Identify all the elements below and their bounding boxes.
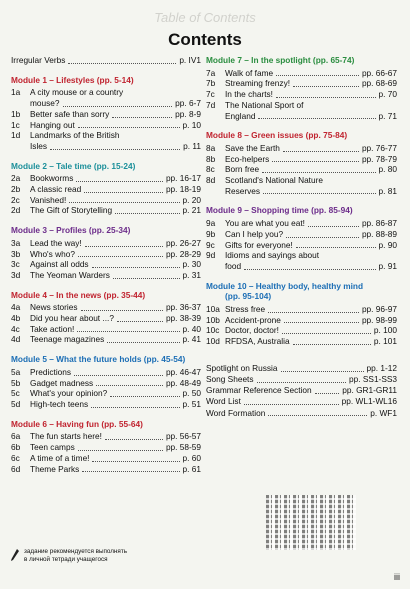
dot-leader: [81, 310, 163, 311]
dot-leader: [78, 450, 163, 451]
dot-leader: [78, 127, 180, 128]
page-ref: p. 50: [182, 388, 201, 399]
page-ref: pp. 48-49: [165, 377, 201, 388]
module-heading-cont: (pp. 95-104): [225, 291, 272, 302]
page-ref: p. 10: [182, 119, 201, 130]
lesson-number: 3d: [11, 269, 21, 280]
page-ref: p. 21: [182, 205, 201, 216]
lesson-number: 5c: [11, 388, 20, 399]
module-heading: Module 5 – What the future holds (pp. 45-54): [11, 354, 186, 365]
lesson-number: 8b: [206, 153, 216, 164]
spacer: [206, 347, 397, 363]
lesson-number: 9c: [206, 239, 215, 250]
lesson-title: Idioms and sayings about: [225, 250, 320, 261]
dot-leader: [63, 106, 173, 107]
module-heading: Module 2 – Tale time (pp. 15-24): [11, 160, 136, 171]
dot-leader: [268, 415, 367, 416]
page-ref: p. IV1: [179, 55, 201, 65]
lesson-title: Landmarks of the British: [30, 130, 120, 141]
page-ref: pp. 56-57: [165, 431, 201, 442]
lesson-title: Streaming frenzy!: [225, 78, 291, 89]
lesson-title: Gadget madness: [30, 377, 94, 388]
lesson-entry: [11, 313, 201, 324]
dot-leader: [262, 172, 375, 173]
lesson-title: Vanished!: [30, 194, 67, 205]
lesson-entry: [11, 334, 201, 345]
module-heading: Module 8 – Green issues (pp. 75-84): [206, 130, 348, 141]
lesson-number: 6d: [11, 463, 21, 474]
lesson-entry: [206, 304, 397, 315]
page-number: iii: [394, 572, 400, 582]
lesson-number: 7c: [206, 89, 215, 100]
lesson-number: 3b: [11, 248, 21, 259]
module-heading: Module 1 – Lifestyles (pp. 5-14): [11, 74, 134, 85]
lesson-title: Better safe than sorry: [30, 108, 110, 119]
qr-overlay: [266, 495, 356, 550]
reference-entry: [206, 374, 397, 385]
page-ref: pp. 16-17: [165, 173, 201, 184]
page-ref: p. 61: [182, 463, 201, 474]
lesson-entry-cont: [206, 261, 397, 272]
dot-leader: [293, 86, 359, 87]
lesson-title-cont: Isles: [30, 140, 48, 151]
page-ref: pp. 28-29: [165, 248, 201, 259]
lesson-title-cont: food: [225, 260, 242, 271]
lesson-entry: [11, 238, 201, 249]
dot-leader: [76, 181, 163, 182]
page-ref: pp. SS1-SS3: [349, 374, 397, 385]
lesson-entry: [11, 388, 201, 399]
lesson-entry: [11, 270, 201, 281]
dot-leader: [105, 439, 163, 440]
lesson-title: Accident-prone: [225, 314, 281, 325]
lesson-entry: [11, 453, 201, 464]
lesson-title-cont: England: [225, 110, 256, 121]
dot-leader: [296, 247, 376, 248]
module-heading: Module 7 – In the spotlight (pp. 65-74): [206, 55, 355, 65]
lesson-number: 7d: [206, 99, 216, 110]
footnote-line: в личной тетради учащегося: [24, 555, 108, 563]
lesson-title: Hanging out: [30, 119, 75, 130]
page-ref: p. 71: [378, 110, 397, 121]
lesson-entry: [206, 240, 397, 251]
reference-entry: [11, 55, 201, 66]
lesson-number: 5a: [11, 366, 21, 377]
lesson-entry: [11, 109, 201, 120]
lesson-entry: [206, 78, 397, 89]
reference-title: Song Sheets: [206, 374, 254, 385]
lesson-title: A classic read: [30, 184, 82, 195]
lesson-entry: [11, 184, 201, 195]
page-title: Contents: [168, 30, 242, 49]
dot-leader: [77, 331, 179, 332]
lesson-entry-cont: [206, 186, 397, 197]
module-heading: Module 6 – Having fun (pp. 55-64): [11, 418, 143, 429]
page-ref: p. 41: [182, 334, 201, 345]
page-ref: pp. 88-89: [361, 228, 397, 239]
lesson-entry: [206, 100, 397, 111]
lesson-number: 3c: [11, 259, 20, 270]
lesson-title: Who's who?: [30, 248, 75, 259]
lesson-number: 1d: [11, 130, 21, 141]
dot-leader: [293, 344, 371, 345]
dot-leader: [110, 396, 179, 397]
dot-leader: [276, 97, 376, 98]
lesson-entry: [11, 205, 201, 216]
lesson-number: 1b: [11, 108, 21, 119]
dot-leader: [91, 407, 179, 408]
dot-leader: [50, 149, 180, 150]
lesson-entry: [11, 173, 201, 184]
page-ref: pp. 6-7: [175, 98, 201, 109]
dot-leader: [286, 237, 359, 238]
lesson-entry: [11, 195, 201, 206]
page-ref: p. 80: [378, 164, 397, 175]
lesson-number: 10c: [206, 325, 220, 336]
lesson-number: 5d: [11, 398, 21, 409]
lesson-title: Stress free: [225, 304, 266, 315]
page-ref: p. 90: [378, 239, 397, 250]
lesson-title: Predictions: [30, 366, 72, 377]
lesson-number: 9a: [206, 218, 216, 229]
dot-leader: [107, 342, 179, 343]
page-ref: pp. 76-77: [361, 142, 397, 153]
lesson-entry: [206, 154, 397, 165]
ghost-title: Table of Contents: [154, 10, 256, 25]
lesson-number: 10b: [206, 314, 220, 325]
lesson-entry: [206, 325, 397, 336]
toc-left-column: [11, 55, 201, 474]
page-ref: p. 70: [378, 89, 397, 100]
lesson-title: Teenage magazines: [30, 334, 105, 345]
page-ref: pp. 68-69: [361, 78, 397, 89]
pencil-icon: [10, 548, 20, 562]
page-ref: pp. 66-67: [361, 67, 397, 78]
dot-leader: [84, 192, 163, 193]
dot-leader: [92, 461, 179, 462]
lesson-number: 6c: [11, 452, 20, 463]
page-ref: pp. 8-9: [175, 108, 201, 119]
reference-title: Irregular Verbs: [11, 55, 66, 65]
page-ref: p. 31: [182, 269, 201, 280]
lesson-title: Save the Earth: [225, 142, 280, 153]
lesson-number: 2a: [11, 173, 21, 184]
lesson-entry: [11, 259, 201, 270]
dot-leader: [263, 193, 375, 194]
lesson-title: In the charts!: [225, 89, 273, 100]
lesson-entry: [206, 68, 397, 79]
lesson-entry: [206, 336, 397, 347]
lesson-number: 9b: [206, 228, 216, 239]
lesson-title: Can I help you?: [225, 228, 284, 239]
lesson-number: 4d: [11, 334, 21, 345]
lesson-entry-cont: [206, 111, 397, 122]
lesson-number: 8d: [206, 175, 216, 186]
lesson-title-cont: Reserves: [225, 185, 261, 196]
page-ref: p. 20: [182, 194, 201, 205]
dot-leader: [112, 117, 172, 118]
lesson-title: A city mouse or a country: [30, 87, 124, 98]
toc-right-column: [206, 55, 397, 419]
page-ref: p. 100: [373, 325, 397, 336]
page-ref: p. 40: [182, 323, 201, 334]
page-ref: pp. 38-39: [165, 313, 201, 324]
page-ref: p. 11: [183, 140, 201, 151]
lesson-title: Against all odds: [30, 259, 89, 270]
lesson-title: Born free: [225, 164, 260, 175]
lesson-title: Gifts for everyone!: [225, 239, 293, 250]
lesson-entry: [206, 315, 397, 326]
lesson-number: 10a: [206, 304, 220, 315]
page-ref: p. 60: [182, 452, 201, 463]
page-ref: pp. 96-97: [361, 304, 397, 315]
dot-leader: [82, 471, 179, 472]
lesson-title: News stories: [30, 302, 78, 313]
lesson-entry: [206, 143, 397, 154]
lesson-title: Walk of fame: [225, 67, 274, 78]
dot-leader: [117, 321, 163, 322]
lesson-number: 4c: [11, 323, 20, 334]
reference-title: Spotlight on Russia: [206, 362, 278, 373]
lesson-entry-cont: [11, 98, 201, 109]
lesson-entry: [11, 324, 201, 335]
lesson-title: Teen camps: [30, 442, 75, 453]
lesson-title: A time of a time!: [30, 452, 90, 463]
page-ref: pp. 98-99: [361, 314, 397, 325]
lesson-number: 7a: [206, 67, 216, 78]
lesson-number: 6b: [11, 442, 21, 453]
lesson-entry: [206, 164, 397, 175]
lesson-entry: [206, 229, 397, 240]
lesson-number: 6a: [11, 431, 21, 442]
page-ref: pp. 86-87: [361, 218, 397, 229]
dot-leader: [68, 63, 176, 64]
lesson-title: You are what you eat!: [225, 218, 305, 229]
lesson-number: 9d: [206, 250, 216, 261]
page-ref: pp. 1-12: [366, 362, 397, 373]
lesson-number: 8a: [206, 142, 216, 153]
lesson-title: The Yeoman Warders: [30, 269, 110, 280]
dot-leader: [113, 278, 180, 279]
lesson-number: 2b: [11, 184, 21, 195]
lesson-title: Take action!: [30, 323, 75, 334]
lesson-entry: [11, 431, 201, 442]
lesson-entry: [206, 250, 397, 261]
dot-leader: [258, 118, 375, 119]
dot-leader: [85, 246, 163, 247]
page-ref: pp. GR1-GR11: [342, 385, 397, 396]
reference-title: Word List: [206, 396, 241, 407]
lesson-title: Did you hear about ...?: [30, 313, 114, 324]
lesson-number: 2d: [11, 205, 21, 216]
lesson-title: Eco-helpers: [225, 153, 270, 164]
dot-leader: [92, 267, 180, 268]
lesson-number: 4b: [11, 313, 21, 324]
lesson-entry: [11, 302, 201, 313]
lesson-number: 10d: [206, 336, 220, 347]
reference-entry: [206, 385, 397, 396]
page-ref: p. 51: [182, 398, 201, 409]
reference-title: Word Formation: [206, 407, 266, 418]
module-heading: Module 4 – In the news (pp. 35-44): [11, 289, 146, 300]
reference-entry: [206, 363, 397, 374]
module-heading: Module 10 – Healthy body, healthy mind: [206, 280, 364, 291]
lesson-entry: [11, 87, 201, 98]
lesson-entry: [11, 399, 201, 410]
page-ref: p. WF1: [370, 407, 397, 418]
lesson-title: The Gift of Storytelling: [30, 205, 113, 216]
lesson-entry: [11, 249, 201, 260]
lesson-number: 3a: [11, 237, 21, 248]
lesson-title: High-tech teens: [30, 398, 89, 409]
module-heading: Module 9 – Shopping time (pp. 85-94): [206, 205, 353, 216]
page-ref: p. 101: [373, 336, 397, 347]
lesson-entry: [11, 367, 201, 378]
dot-leader: [96, 385, 163, 386]
dot-leader: [244, 404, 339, 405]
page-ref: pp. 18-19: [165, 184, 201, 195]
lesson-entry: [11, 130, 201, 141]
lesson-title: Bookworms: [30, 173, 74, 184]
lesson-title-cont: mouse?: [30, 98, 60, 109]
lesson-title: What's your opinion?: [30, 388, 108, 399]
page-ref: pp. 26-27: [165, 237, 201, 248]
dot-leader: [272, 161, 359, 162]
reference-entry: [206, 408, 397, 419]
dot-leader: [308, 226, 359, 227]
lesson-title: RFDSA, Australia: [225, 336, 290, 347]
dot-leader: [281, 371, 364, 372]
lesson-entry: [206, 218, 397, 229]
lesson-number: 5b: [11, 377, 21, 388]
page-ref: pp. 46-47: [165, 366, 201, 377]
page-ref: p. 81: [378, 185, 397, 196]
lesson-number: 7b: [206, 78, 216, 89]
lesson-number: 2c: [11, 194, 20, 205]
page-ref: p. 91: [378, 260, 397, 271]
lesson-entry-cont: [11, 141, 201, 152]
lesson-title: Theme Parks: [30, 463, 80, 474]
dot-leader: [276, 75, 359, 76]
dot-leader: [315, 393, 340, 394]
dot-leader: [268, 312, 359, 313]
lesson-entry: [11, 442, 201, 453]
dot-leader: [244, 269, 375, 270]
lesson-entry: [11, 464, 201, 475]
dot-leader: [115, 213, 179, 214]
dot-leader: [284, 322, 359, 323]
page-ref: pp. 78-79: [361, 153, 397, 164]
lesson-entry: [206, 175, 397, 186]
lesson-number: 8c: [206, 164, 215, 175]
reference-title: Grammar Reference Section: [206, 385, 312, 396]
footnote: [10, 548, 127, 563]
dot-leader: [282, 333, 371, 334]
page-ref: p. 30: [182, 259, 201, 270]
module-heading: Module 3 – Profiles (pp. 25-34): [11, 225, 131, 236]
lesson-title: The fun starts here!: [30, 431, 102, 442]
lesson-entry: [206, 89, 397, 100]
page-ref: pp. 36-37: [165, 302, 201, 313]
lesson-title: Scotland's National Nature: [225, 175, 323, 186]
reference-entry: [206, 396, 397, 407]
lesson-number: 1c: [11, 119, 20, 130]
lesson-entry: [11, 120, 201, 131]
lesson-title: The National Sport of: [225, 99, 304, 110]
footnote-line: задание рекомендуется выполнять: [24, 548, 127, 555]
lesson-title: Doctor, doctor!: [225, 325, 279, 336]
lesson-entry: [11, 378, 201, 389]
dot-leader: [74, 375, 163, 376]
lesson-title: Lead the way!: [30, 237, 82, 248]
dot-leader: [283, 151, 359, 152]
dot-leader: [257, 382, 347, 383]
page-ref: pp. WL1-WL16: [341, 396, 397, 407]
lesson-number: 4a: [11, 302, 21, 313]
dot-leader: [78, 256, 163, 257]
lesson-number: 1a: [11, 87, 21, 98]
dot-leader: [69, 202, 179, 203]
page-ref: pp. 58-59: [165, 442, 201, 453]
